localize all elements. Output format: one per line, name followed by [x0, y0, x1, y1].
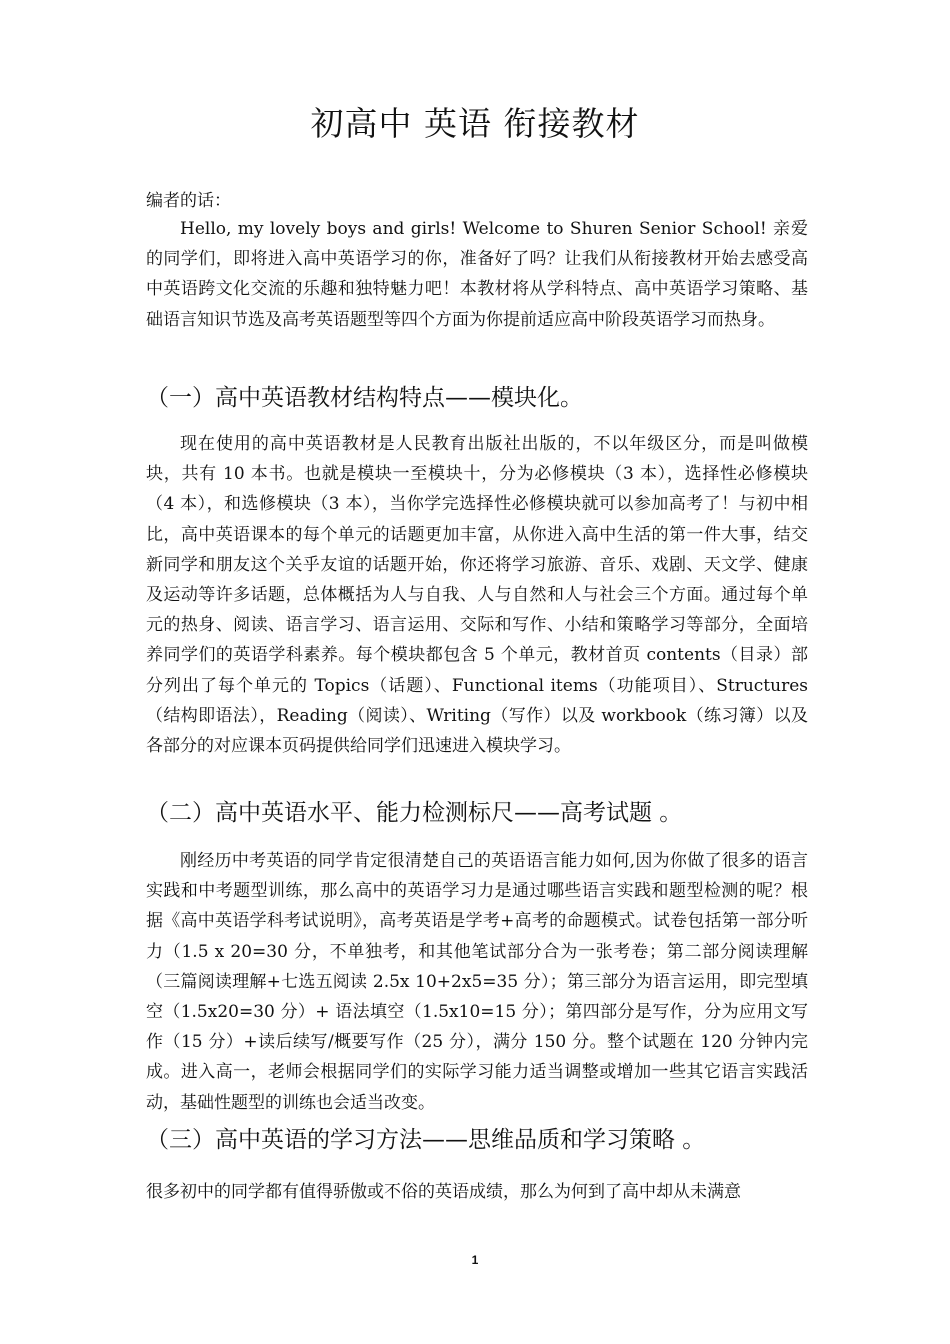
section-heading-3: （三）高中英语的学习方法——思维品质和学习策略 。	[146, 1127, 706, 1153]
intro-paragraph: Hello, my lovely boys and girls! Welcome to Shuren Senior School! 亲爱的同学们，即将进入高中英语学习的你，准备好了吗？让我们从衔接教材开始去感受高中英语跨文化交流的乐趣和独特魅力吧！本教材将从学科特点、高中英语学习策略、基础语言知识节选及高考英语题型等四个方面为你提前适应高中阶段英语学习而热身。	[146, 219, 808, 330]
section-body-3: 很多初中的同学都有值得骄傲或不俗的英语成绩，那么为何到了高中却从未满意	[146, 1182, 741, 1202]
section-heading-1: （一）高中英语教材结构特点——模块化。	[146, 385, 583, 411]
editor-note-label: 编者的话：	[146, 191, 231, 211]
page-title: 初高中 英语 衔接教材	[310, 104, 640, 143]
section-body-2: 刚经历中考英语的同学肯定很清楚自己的英语语言能力如何,因为你做了很多的语言实践和中考题型训练，那么高中的英语学习力是通过哪些语言实践和题型检测的呢？根据《高中英语学科考试说明》，高考英语是学考+高考的命题模式。试卷包括第一部分听力（1.5 x 20=30 分，不单独考，和其他笔试部分合为一张考卷；第二部分阅读理解 （三篇阅读理解+七选五阅读 2.5x 10+2x5=35 分）；第三部分为语言运用，即完型填空（1.5x20=30 分）+ 语法填空（1.5x10=15 分）；第四部分是写作，分为应用文写作（15 分）+读后续写/概要写作（25 分），满分 150 分。整个试题在 120 分钟内完成。进入高一，老师会根据同学们的实际学习能力适当调整或增加一些其它语言实践活动，基础性题型的训练也会适当改变。	[146, 851, 808, 1113]
page-number: 1	[471, 1253, 479, 1267]
section-heading-2: （二）高中英语水平、能力检测标尺——高考试题 。	[146, 800, 683, 826]
section-body-1: 现在使用的高中英语教材是人民教育出版社出版的，不以年级区分，而是叫做模块，共有 10 本书。也就是模块一至模块十，分为必修模块（3 本），选择性必修模块（4 本），和选修模块（3 本），当你学完选择性必修模块就可以参加高考了！与初中相比，高中英语课本的每个单元的话题更加丰富，从你进入高中生活的第一件大事，结交新同学和朋友这个关乎友谊的话题开始，你还将学习旅游、音乐、戏剧、天文学、健康及运动等许多话题，总体概括为人与自我、人与自然和人与社会三个方面。通过每个单元的热身、阅读、语言学习、语言运用、交际和写作、小结和策略学习等部分，全面培养同学们的英语学科素养。每个模块都包含 5 个单元，教材首页 contents（目录）部分列出了每个单元的 Topics（话题）、Functional items（功能项目）、Structures（结构即语法），Reading（阅读）、Writing（写作）以及 workbook（练习簿）以及各部分的对应课本页码提供给同学们迅速进入模块学习。	[146, 434, 808, 757]
